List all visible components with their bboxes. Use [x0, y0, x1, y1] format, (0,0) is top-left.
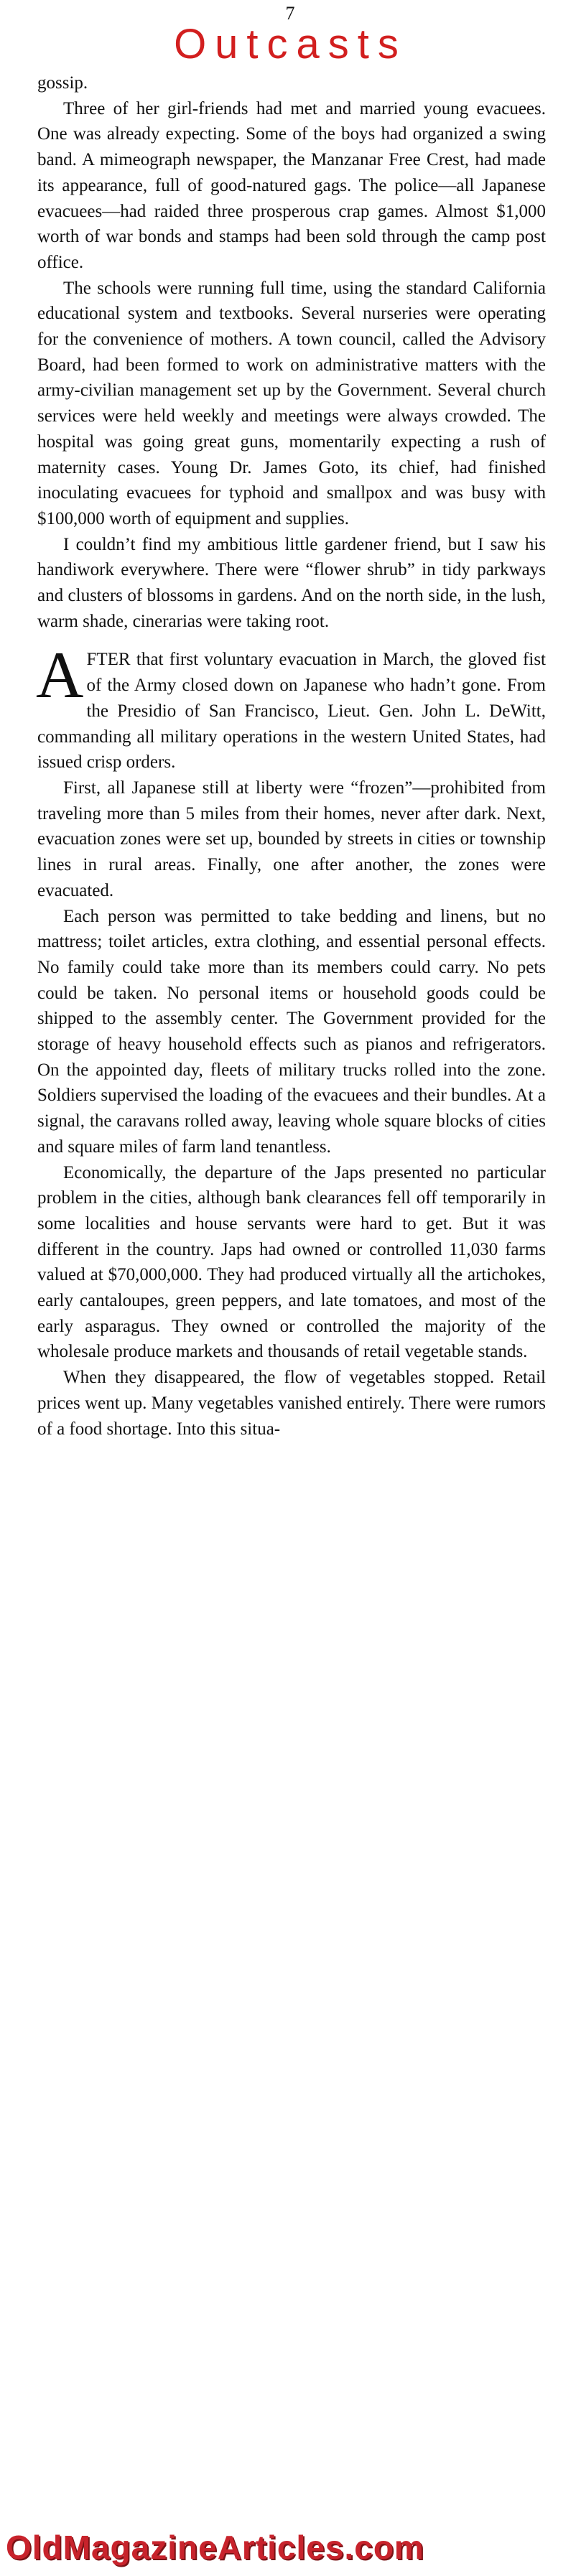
paragraph: Three of her girl-friends had met and married young evacuees. One was already expecting. Some of the boys had organized a swing band. A mimeograph newspaper, the Manzanar Free Crest, had made its appearance, full of good-natured gags. The police—all Japanese evacuees—had raided three prosperous crap games. Almost $1,000 worth of war bonds and stamps had been sold through the camp post office. [37, 98, 546, 272]
paragraph: Economically, the departure of the Japs presented no particular problem in the cities, although bank clearances fell off temporarily in some localities and house servants were hard to get. But it was different in the country. Japs had owned or controlled 11,030 farms valued at $70,000,000. They had produced virtually all the artichokes, early cantaloupes, green peppers, and late tomatoes, and most of the early asparagus. They owned or controlled the majority of the wholesale produce markets and thousands of retail vegetable stands. [37, 1162, 546, 1362]
drop-cap: A [36, 638, 84, 712]
masthead-title: Outcasts [174, 21, 407, 67]
paragraph: Each person was permitted to take bedding and linens, but no mattress; toilet articles, extra clothing, and essential personal effects. No family could take more than its members could carry. No pets could be taken. No personal items or household goods could be shipped to the assembly center. The Government provided for the storage of heavy household effects such as pianos and refrigerators. On the appointed day, fleets of military trucks rolled into the zone. Soldiers supervised the loading of the evacuees and their bundles. At a signal, the caravans rolled away, leaving whole square blocks of cities and square miles of farm land tenantless. [37, 906, 546, 1157]
paragraph: First, all Japanese still at liberty were “frozen”—prohibited from traveling more than 5 miles from their homes, never after dark. Next, evacuation zones were set up, bounded by streets in cities or township lines in rural areas. Finally, one after another, the zones were evacuated. [37, 778, 546, 900]
page-number: 7 [285, 3, 296, 24]
site-watermark: OldMagazineArticles.com [6, 2529, 424, 2566]
paragraph: When they disappeared, the flow of vegetables stopped. Retail prices went up. Many vegetables vanished entirely. There were rumors of a food shortage. Into this situa- [37, 1368, 546, 1439]
section-break [37, 634, 546, 647]
paragraph: I couldn’t find my ambitious little gardener friend, but I saw his handiwork everywhere. There were “flower shrub” in tidy parkways and clusters of blossoms in gardens. And on the north side, in the lush, warm shade, cinerarias were taking root. [37, 534, 546, 631]
paragraph-continuation: gossip. [37, 73, 88, 93]
section-opening-text: FTER that first voluntary evacuation in March, the gloved fist of the Army closed down on Japanese who hadn’t gone. From the Presidio of San Francisco, Lieut. Gen. John L. DeWitt, commanding all military operations in the western United States, had issued crisp orders. [37, 650, 546, 773]
article-body [37, 70, 546, 1442]
section-opening-paragraph [36, 638, 546, 775]
paragraph: The schools were running full time, using the standard California educational system and textbooks. Several nurseries were operating for the convenience of mothers. A town council, called the Advisory Board, had been formed to work on administrative matters with the army-civilian management set up by the Government. Several church services were held weekly and meetings were always crowded. The hospital was going great guns, momentarily expecting a rush of maternity cases. Young Dr. James Goto, its chief, had finished inoculating evacuees for typhoid and smallpox and was busy with $100,000 worth of equipment and supplies. [37, 278, 546, 528]
